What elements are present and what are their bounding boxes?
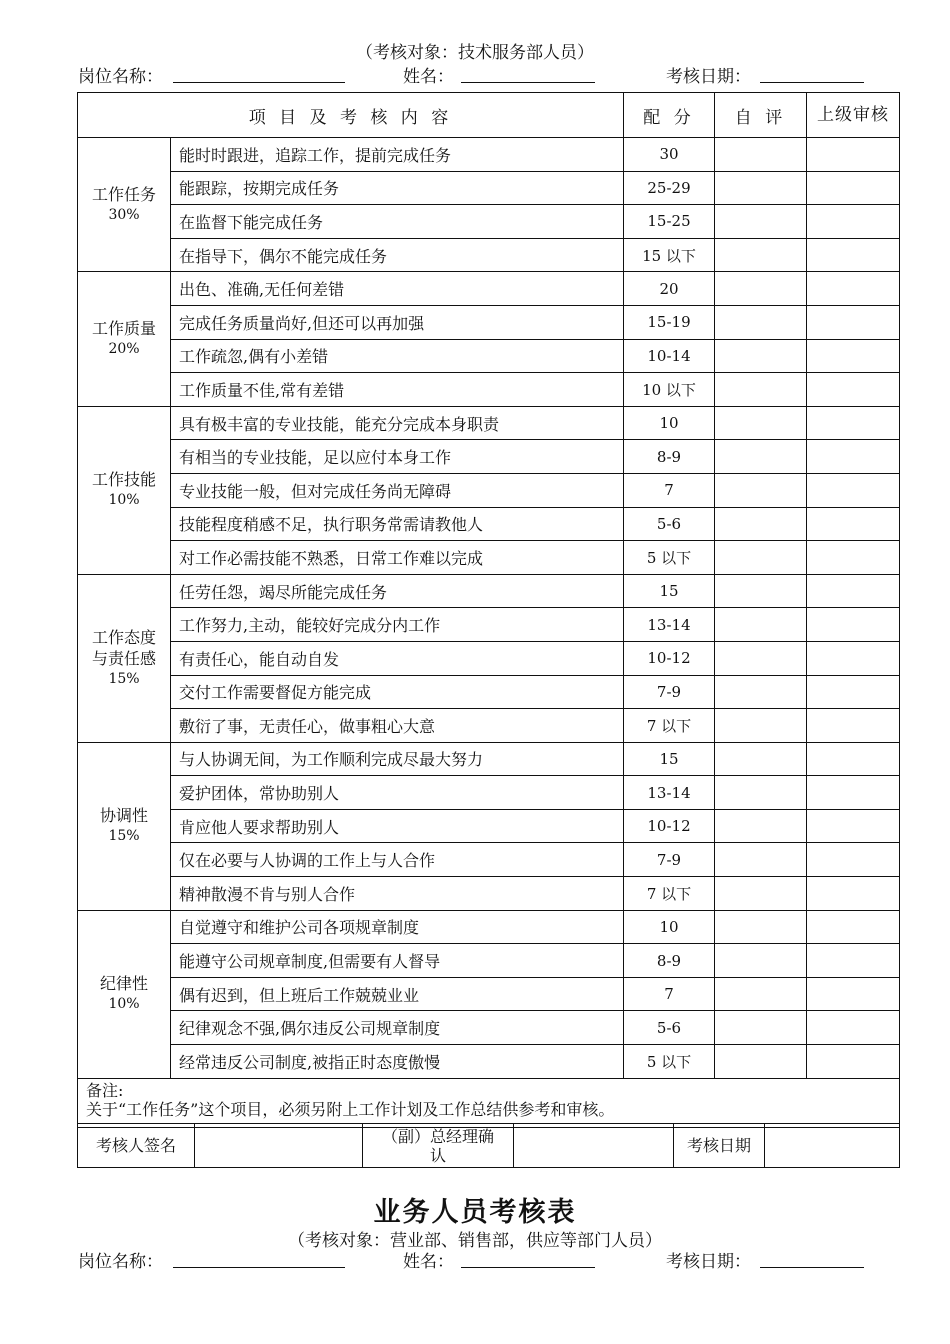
table-row: [78, 1045, 900, 1079]
criteria-text: 专业技能一般，但对完成任务尚无障碍: [171, 473, 624, 507]
score-range: 13-14: [624, 608, 715, 642]
criteria-text: 交付工作需要督促方能完成: [171, 675, 624, 709]
self-eval-cell[interactable]: [715, 574, 807, 608]
supervisor-review-cell[interactable]: [807, 843, 900, 877]
self-eval-cell[interactable]: [715, 742, 807, 776]
supervisor-review-cell[interactable]: [807, 205, 900, 239]
supervisor-review-cell[interactable]: [807, 877, 900, 911]
note-text: 关于“工作任务”这个项目，必须另附上工作计划及工作总结供参考和审核。: [86, 1099, 615, 1119]
self-eval-cell[interactable]: [715, 238, 807, 272]
category-weight: 30%: [108, 206, 140, 223]
self-eval-cell[interactable]: [715, 910, 807, 944]
assess-date-label: 考核日期: [674, 1124, 765, 1168]
criteria-text: 偶有迟到，但上班后工作兢兢业业: [171, 977, 624, 1011]
supervisor-review-cell[interactable]: [807, 944, 900, 978]
supervisor-review-cell[interactable]: [807, 305, 900, 339]
category-weight: 15%: [108, 828, 140, 845]
second-date-label: 考核日期：: [666, 1252, 751, 1272]
table-row: [78, 843, 900, 877]
score-range: 10: [624, 406, 715, 440]
supervisor-review-cell[interactable]: [807, 675, 900, 709]
self-eval-cell[interactable]: [715, 541, 807, 575]
header-self-eval: 自 评: [715, 93, 807, 138]
self-eval-cell[interactable]: [715, 1045, 807, 1079]
table-row: [78, 406, 900, 440]
header-supervisor-review: 上级审核: [807, 93, 900, 138]
criteria-text: 工作努力,主动，能较好完成分内工作: [171, 608, 624, 642]
criteria-text: 有责任心，能自动自发: [171, 641, 624, 675]
supervisor-review-cell[interactable]: [807, 473, 900, 507]
criteria-text: 纪律观念不强,偶尔违反公司规章制度: [171, 1011, 624, 1045]
table-row: [78, 1011, 900, 1045]
self-eval-cell[interactable]: [715, 138, 807, 172]
supervisor-review-cell[interactable]: [807, 373, 900, 407]
self-eval-cell[interactable]: [715, 406, 807, 440]
criteria-text: 仅在必要与人协调的工作上与人合作: [171, 843, 624, 877]
supervisor-review-cell[interactable]: [807, 541, 900, 575]
self-eval-cell[interactable]: [715, 944, 807, 978]
self-eval-cell[interactable]: [715, 877, 807, 911]
score-range: 5-6: [624, 1011, 715, 1045]
score-range: 30: [624, 138, 715, 172]
second-form-subtitle: （考核对象：营业部、销售部，供应等部门人员）: [288, 1231, 662, 1251]
supervisor-review-cell[interactable]: [807, 977, 900, 1011]
table-row: [78, 507, 900, 541]
note-label: 备注:: [86, 1080, 124, 1100]
score-range: 8-9: [624, 440, 715, 474]
category-name: 工作质量: [91, 319, 156, 339]
supervisor-review-cell[interactable]: [807, 339, 900, 373]
score-range: 10-12: [624, 809, 715, 843]
supervisor-review-cell[interactable]: [807, 809, 900, 843]
self-eval-cell[interactable]: [715, 843, 807, 877]
table-row: [78, 541, 900, 575]
table-row: [78, 171, 900, 205]
table-row: [78, 138, 900, 172]
score-range: 15: [624, 574, 715, 608]
criteria-text: 工作质量不佳,常有差错: [171, 373, 624, 407]
criteria-text: 精神散漫不肯与别人合作: [171, 877, 624, 911]
name-field[interactable]: [461, 62, 595, 83]
form-subtitle: （考核对象：技术服务部人员）: [356, 43, 594, 63]
self-eval-cell[interactable]: [715, 507, 807, 541]
category-name: 协调性: [99, 806, 148, 826]
table-row: [78, 809, 900, 843]
table-row: [78, 205, 900, 239]
criteria-text: 自觉遵守和维护公司各项规章制度: [171, 910, 624, 944]
second-name-label: 姓名：: [403, 1252, 454, 1272]
score-range: 25-29: [624, 171, 715, 205]
criteria-text: 出色、准确,无任何差错: [171, 272, 624, 306]
table-row: [78, 877, 900, 911]
category-cell: [78, 406, 171, 574]
table-row: [78, 675, 900, 709]
second-date-field[interactable]: [760, 1247, 864, 1268]
score-range: 15-19: [624, 305, 715, 339]
signature-row: [78, 1124, 900, 1168]
form-header-fields: [0, 62, 950, 88]
criteria-text: 肯应他人要求帮助别人: [171, 809, 624, 843]
table-row: [78, 608, 900, 642]
table-row: [78, 473, 900, 507]
supervisor-review-cell[interactable]: [807, 406, 900, 440]
table-row: [78, 742, 900, 776]
note-row: [78, 1078, 900, 1127]
category-name: 纪律性: [99, 974, 148, 994]
self-eval-cell[interactable]: [715, 977, 807, 1011]
criteria-text: 有相当的专业技能，足以应付本身工作: [171, 440, 624, 474]
table-header-row: [78, 93, 900, 138]
self-eval-cell[interactable]: [715, 373, 807, 407]
category-cell: [78, 138, 171, 272]
supervisor-review-cell[interactable]: [807, 910, 900, 944]
category-weight: 10%: [108, 492, 140, 509]
score-range: 15: [624, 742, 715, 776]
table-row: [78, 574, 900, 608]
self-eval-cell[interactable]: [715, 709, 807, 743]
self-eval-cell[interactable]: [715, 809, 807, 843]
table-row: [78, 709, 900, 743]
supervisor-review-cell[interactable]: [807, 1011, 900, 1045]
score-range: 15 以下: [624, 238, 715, 272]
criteria-text: 爱护团体，常协助别人: [171, 776, 624, 810]
score-range: 7-9: [624, 843, 715, 877]
supervisor-review-cell[interactable]: [807, 1045, 900, 1079]
criteria-text: 技能程度稍感不足，执行职务常需请教他人: [171, 507, 624, 541]
criteria-text: 具有极丰富的专业技能，能充分完成本身职责: [171, 406, 624, 440]
second-position-field[interactable]: [173, 1247, 345, 1268]
category-name: 工作态度与责任感: [91, 627, 156, 668]
assessor-signature-label: 考核人签名: [78, 1124, 195, 1168]
supervisor-review-cell[interactable]: [807, 776, 900, 810]
score-range: 13-14: [624, 776, 715, 810]
criteria-text: 与人协调无间，为工作顺利完成尽最大努力: [171, 742, 624, 776]
score-range: 7 以下: [624, 877, 715, 911]
gm-confirm-label: （副）总经理确认: [363, 1124, 514, 1168]
assess-date-field[interactable]: [765, 1124, 900, 1168]
category-weight: 10%: [108, 996, 140, 1013]
name-label: 姓名：: [403, 67, 454, 87]
criteria-text: 经常违反公司制度,被指正时态度傲慢: [171, 1045, 624, 1079]
score-range: 20: [624, 272, 715, 306]
criteria-text: 敷衍了事，无责任心，做事粗心大意: [171, 709, 624, 743]
second-form-title: 业务人员考核表: [373, 1197, 577, 1228]
criteria-text: 在指导下，偶尔不能完成任务: [171, 238, 624, 272]
second-position-label: 岗位名称：: [78, 1252, 163, 1272]
table-row: [78, 776, 900, 810]
supervisor-review-cell[interactable]: [807, 238, 900, 272]
self-eval-cell[interactable]: [715, 675, 807, 709]
category-cell: [78, 272, 171, 406]
self-eval-cell[interactable]: [715, 641, 807, 675]
criteria-text: 能遵守公司规章制度,但需要有人督导: [171, 944, 624, 978]
table-row: [78, 339, 900, 373]
category-cell: [78, 574, 171, 742]
second-name-field[interactable]: [461, 1247, 595, 1268]
self-eval-cell[interactable]: [715, 608, 807, 642]
score-range: 5 以下: [624, 1045, 715, 1079]
category-cell: [78, 742, 171, 910]
supervisor-review-cell[interactable]: [807, 440, 900, 474]
score-range: 7: [624, 977, 715, 1011]
position-field[interactable]: [173, 62, 345, 83]
header-item: 项 目 及 考 核 内 容: [78, 93, 624, 138]
criteria-text: 在监督下能完成任务: [171, 205, 624, 239]
self-eval-cell[interactable]: [715, 776, 807, 810]
position-label: 岗位名称：: [78, 67, 163, 87]
criteria-text: 能时时跟进，追踪工作，提前完成任务: [171, 138, 624, 172]
self-eval-cell[interactable]: [715, 305, 807, 339]
table-row: [78, 440, 900, 474]
self-eval-cell[interactable]: [715, 440, 807, 474]
score-range: 5 以下: [624, 541, 715, 575]
criteria-text: 对工作必需技能不熟悉，日常工作难以完成: [171, 541, 624, 575]
table-row: [78, 944, 900, 978]
category-cell: [78, 910, 171, 1078]
criteria-text: 任劳任怨，竭尽所能完成任务: [171, 574, 624, 608]
table-row: [78, 910, 900, 944]
self-eval-cell[interactable]: [715, 339, 807, 373]
header-score: 配 分: [624, 93, 715, 138]
table-row: [78, 977, 900, 1011]
score-range: 8-9: [624, 944, 715, 978]
assessment-table: [77, 92, 900, 1128]
date-field[interactable]: [760, 62, 864, 83]
note-cell: [78, 1078, 900, 1127]
table-row: [78, 238, 900, 272]
supervisor-review-cell[interactable]: [807, 507, 900, 541]
criteria-text: 能跟踪，按期完成任务: [171, 171, 624, 205]
supervisor-review-cell[interactable]: [807, 608, 900, 642]
score-range: 7: [624, 473, 715, 507]
table-row: [78, 272, 900, 306]
assessor-signature-field[interactable]: [195, 1124, 363, 1168]
table-row: [78, 641, 900, 675]
score-range: 10-14: [624, 339, 715, 373]
category-weight: 15%: [108, 670, 140, 687]
criteria-text: 完成任务质量尚好,但还可以再加强: [171, 305, 624, 339]
category-weight: 20%: [108, 341, 140, 358]
score-range: 15-25: [624, 205, 715, 239]
supervisor-review-cell[interactable]: [807, 171, 900, 205]
self-eval-cell[interactable]: [715, 1011, 807, 1045]
category-name: 工作技能: [91, 470, 156, 490]
self-eval-cell[interactable]: [715, 205, 807, 239]
self-eval-cell[interactable]: [715, 171, 807, 205]
category-name: 工作任务: [91, 184, 156, 204]
self-eval-cell[interactable]: [715, 473, 807, 507]
score-range: 7-9: [624, 675, 715, 709]
signature-table: [77, 1123, 900, 1168]
supervisor-review-cell[interactable]: [807, 574, 900, 608]
self-eval-cell[interactable]: [715, 272, 807, 306]
gm-confirm-field[interactable]: [514, 1124, 674, 1168]
supervisor-review-cell[interactable]: [807, 272, 900, 306]
criteria-text: 工作疏忽,偶有小差错: [171, 339, 624, 373]
date-label: 考核日期：: [666, 67, 751, 87]
score-range: 7 以下: [624, 709, 715, 743]
supervisor-review-cell[interactable]: [807, 641, 900, 675]
score-range: 10-12: [624, 641, 715, 675]
supervisor-review-cell[interactable]: [807, 742, 900, 776]
supervisor-review-cell[interactable]: [807, 709, 900, 743]
table-row: [78, 373, 900, 407]
score-range: 10: [624, 910, 715, 944]
supervisor-review-cell[interactable]: [807, 138, 900, 172]
second-header-fields: [0, 1247, 950, 1273]
score-range: 10 以下: [624, 373, 715, 407]
table-row: [78, 305, 900, 339]
score-range: 5-6: [624, 507, 715, 541]
